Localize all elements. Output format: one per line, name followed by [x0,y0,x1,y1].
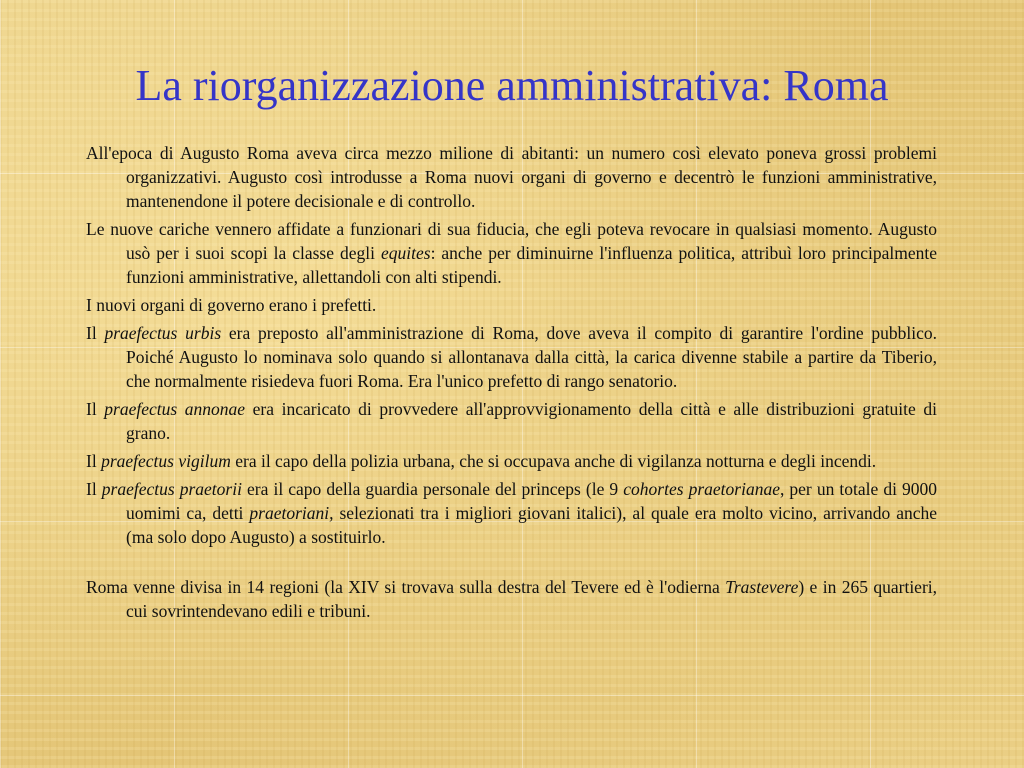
term-cohortes-praetorianae: cohortes praetorianae [623,479,780,499]
term-praefectus-vigilum: praefectus vigilum [101,451,231,471]
paragraph-praefectus-urbis [86,321,937,393]
paragraph-new-offices [86,217,937,289]
text-span: : anche per diminuirne l'influenza politica, attribuì loro principalmente funzioni amministrative, allettandoli con alti stipendi. [126,243,937,287]
paragraph-praefectus-vigilum [86,449,937,473]
text-span: era il capo della guardia personale del princeps (le 9 [241,479,624,499]
paragraph-augustus-population: All'epoca di Augusto Roma aveva circa mezzo milione di abitanti: un numero così elevato poneva grossi problemi organizzativi. Augusto così introdusse a Roma nuovi organi di governo e decentrò le funzioni amministrative, mantenendone il potere decisionale e di controllo. [86,143,937,211]
text-span: , per un totale di 9000 uomimi ca, detti [126,479,938,523]
paragraph-prefects-intro: I nuovi organi di governo erano i prefetti. [86,295,377,315]
term-trastevere: Trastevere [725,577,799,597]
text-span: Il [86,479,102,499]
text-span: Il [86,451,102,471]
text-span: era il capo della polizia urbana, che si occupava anche di vigilanza notturna e degli incendi. [230,451,877,471]
slide-title: La riorganizzazione amministrativa: Roma [135,61,889,110]
text-span: Le nuove cariche vennero affidate a funzionari di sua fiducia, che egli poteva revocare in qualsiasi momento. Augusto usò per i suoi scopi la classe degli [86,219,937,263]
term-praefectus-praetorii: praefectus praetorii [101,479,242,499]
paragraph-regions [86,575,937,623]
text-span: era preposto all'amministrazione di Roma, dove aveva il compito di garantire l'ordine pubblico. Poiché Augusto lo nominava solo quando si allontanava dalla città, la carica divenne stabile a partire da Tiberio, che normalmente risiedeva fuori Roma. Era l'unico prefetto di rango senatorio. [126,323,937,391]
term-praetoriani: praetoriani, [249,503,334,523]
term-equites: equites [380,243,431,263]
term-praefectus-urbis: praefectus urbis [104,323,222,343]
text-span: ) e in 265 quartieri, cui sovrintendevano edili e tribuni. [126,577,938,621]
text-span: Il [86,399,105,419]
slide-body [86,141,937,627]
paragraph-praefectus-praetorii [86,477,937,549]
text-span: Il [86,323,105,343]
text-span: selezionati tra i migliori giovani italici), al quale era molto vicino, arrivando anche (ma solo dopo Augusto) a sostituirlo. [126,503,937,547]
text-span: era incaricato di provvedere all'approvvigionamento della città e alle distribuzioni gratuite di grano. [126,399,937,443]
term-praefectus-annonae: praefectus annonae [104,399,246,419]
paragraph-praefectus-annonae [86,397,937,445]
text-span: Roma venne divisa in 14 regioni (la XIV si trovava sulla destra del Tevere ed è l'odierna [86,577,726,597]
